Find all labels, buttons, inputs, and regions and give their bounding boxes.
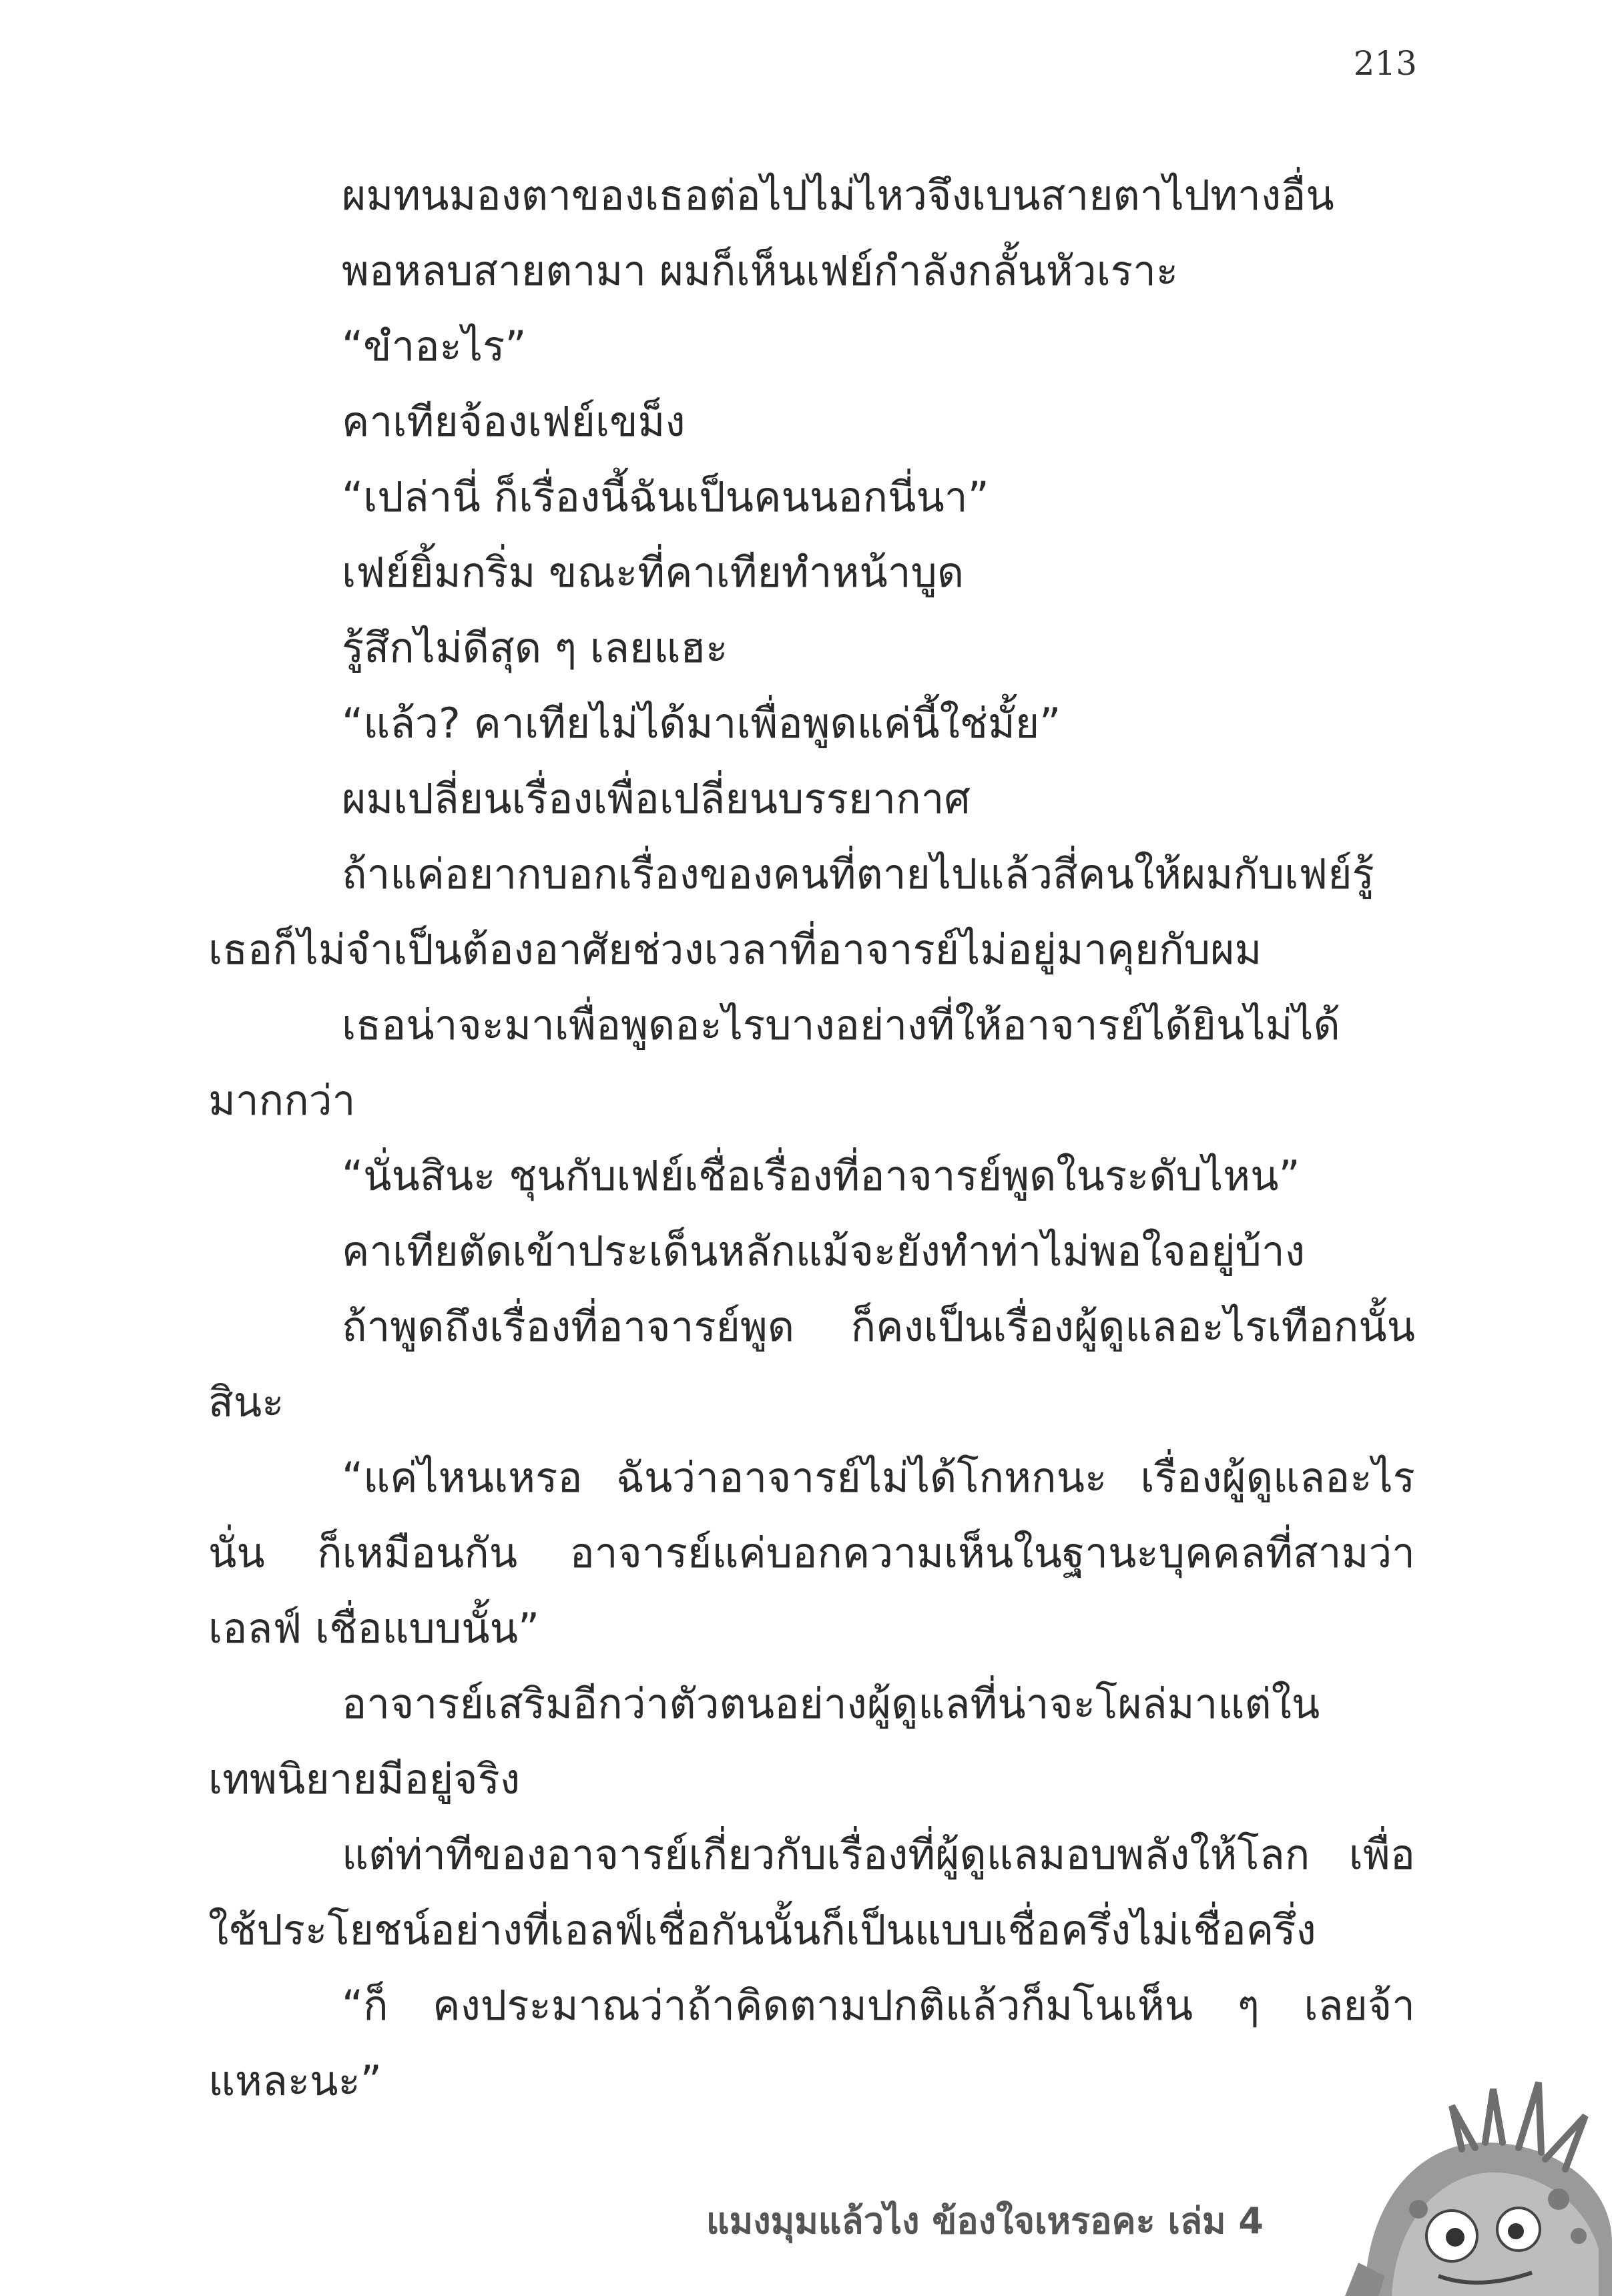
- paragraph: เธอน่าจะมาเพื่อพูดอะไรบางอย่างที่ให้อาจารย์ได้ยินไม่ได้ มากกว่า: [208, 1000, 1340, 1125]
- body-text: [208, 158, 1415, 2118]
- paragraph: เฟย์ยิ้มกริ่ม ขณะที่คาเทียทำหน้าบูด: [342, 548, 965, 597]
- page-number: 213: [1353, 44, 1417, 83]
- spider-mascot-icon: [1318, 2042, 1612, 2296]
- paragraph: ถ้าพูดถึงเรื่องที่อาจารย์พูด ก็คงเป็นเรื่องผู้ดูแลอะไรเทือกนั้น สินะ: [208, 1302, 1415, 1426]
- paragraph: พอหลบสายตามา ผมก็เห็นเฟย์กำลังกลั้นหัวเราะ: [342, 246, 1179, 295]
- paragraph: ผมเปลี่ยนเรื่องเพื่อเปลี่ยนบรรยากาศ: [342, 774, 971, 823]
- paragraph: “ขำอะไร”: [342, 322, 527, 370]
- paragraph: ผมทนมองตาของเธอต่อไปไม่ไหวจึงเบนสายตาไปทางอื่น: [342, 171, 1334, 220]
- paragraph: “เปล่านี่ ก็เรื่องนี้ฉันเป็นคนนอกนี่นา”: [342, 473, 989, 521]
- paragraph: “ก็ คงประมาณว่าถ้าคิดตามปกติแล้วก็มโนเห็น ๆ เลยจ้า แหละนะ”: [208, 1981, 1415, 2105]
- paragraph: คาเทียจ้องเฟย์เขม็ง: [342, 397, 686, 446]
- paragraph: ถ้าแค่อยากบอกเรื่องของคนที่ตายไปแล้วสี่คนให้ผมกับเฟย์รู้ เธอก็ไม่จำเป็นต้องอาศัยช่วงเวลาที่อาจารย์ไม่อยู่มาคุยกับผม: [208, 850, 1374, 974]
- paragraph: “นั่นสินะ ชุนกับเฟย์เชื่อเรื่องที่อาจารย์พูดในระดับไหน”: [342, 1151, 1300, 1200]
- paragraph: รู้สึกไม่ดีสุด ๆ เลยแฮะ: [342, 623, 728, 672]
- book-title-footer: แมงมุมแล้วไง ข้องใจเหรอคะ เล่ม 4: [706, 2200, 1264, 2242]
- paragraph: “แล้ว? คาเทียไม่ได้มาเพื่อพูดแค่นี้ใช่มั้ย”: [342, 699, 1061, 748]
- paragraph: “แค่ไหนเหรอ ฉันว่าอาจารย์ไม่ได้โกหกนะ เรื่องผู้ดูแลอะไรนั่น ก็เหมือนกัน อาจารย์แค่บอกความเห็นในฐานะบุคคลที่สามว่าเอลฟ์ เชื่อแบบนั้น”: [208, 1453, 1415, 1653]
- paragraph: คาเทียตัดเข้าประเด็นหลักแม้จะยังทำท่าไม่พอใจอยู่บ้าง: [342, 1227, 1305, 1275]
- paragraph: แต่ท่าทีของอาจารย์เกี่ยวกับเรื่องที่ผู้ดูแลมอบพลังให้โลก เพื่อใช้ประโยชน์อย่างที่เอลฟ์เชื่อกันนั้นก็เป็นแบบเชื่อครึ่งไม่เชื่อครึ่ง: [208, 1830, 1415, 1954]
- paragraph: อาจารย์เสริมอีกว่าตัวตนอย่างผู้ดูแลที่น่าจะโผล่มาแต่ใน เทพนิยายมีอยู่จริง: [208, 1679, 1320, 1803]
